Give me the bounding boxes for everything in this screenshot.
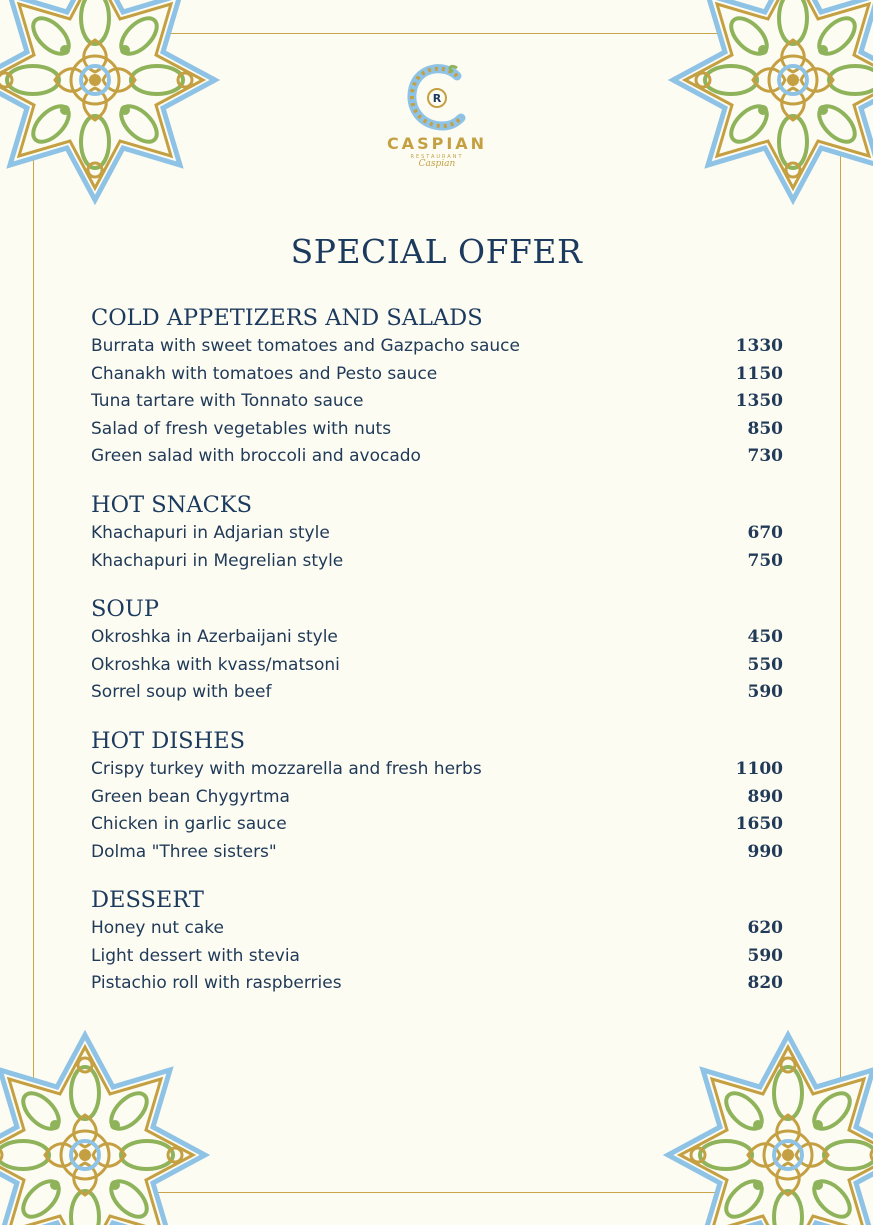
caspian-emblem-icon [405,62,469,132]
item-name: Okroshka with kvass/matsoni [91,654,340,675]
section-title: SOUP [91,596,159,622]
item-name: Khachapuri in Adjarian style [91,523,330,543]
menu-section-cold-appetizers [91,303,783,471]
ornament-bottom-left [0,1030,210,1225]
item-price: 820 [747,973,783,994]
brand-signature: Caspian [418,159,456,169]
menu-section-hot-dishes [91,726,783,866]
item-name: Sorrel soup with beef [91,682,272,703]
item-price: 1330 [735,336,783,356]
item-name: Tuna tartare with Tonnato sauce [91,391,364,412]
item-name: Crispy turkey with mozzarella and fresh herbs [91,759,482,779]
menu-item [91,361,783,389]
item-price: 590 [747,945,783,966]
menu-item [91,443,783,471]
item-price: 990 [747,841,783,862]
restaurant-logo [370,62,504,186]
menu-item [91,784,783,812]
item-name: Honey nut cake [91,918,224,938]
menu-section-soup [91,594,783,707]
section-title: HOT SNACKS [91,492,253,518]
page-title: SPECIAL OFFER [290,232,583,271]
section-title: DESSERT [91,887,204,913]
menu-item [91,679,783,707]
menu-item [91,811,783,839]
logo-letter: R [432,92,442,105]
menu-item [91,333,783,361]
menu-item [91,756,783,784]
menu-section-hot-snacks [91,490,783,575]
item-price: 550 [747,654,783,675]
item-name: Green salad with broccoli and avocado [91,446,421,467]
brand-subtitle: RESTAURANT [410,154,464,160]
menu-item [91,943,783,971]
item-price: 750 [747,550,783,571]
menu-item [91,915,783,943]
item-name: Light dessert with stevia [91,945,300,966]
item-name: Dolma "Three sisters" [91,841,277,862]
item-price: 620 [747,918,783,938]
item-name: Burrata with sweet tomatoes and Gazpacho sauce [91,336,520,356]
brand-name: CASPIAN [386,134,488,153]
section-title: HOT DISHES [91,728,246,754]
item-name: Green bean Chygyrtma [91,786,290,807]
item-name: Chicken in garlic sauce [91,814,287,835]
menu-item [91,520,783,548]
menu-item [91,624,783,652]
ornament-top-left [0,0,220,205]
menu-item [91,652,783,680]
item-price: 850 [747,418,783,439]
menu-item [91,970,783,998]
item-price: 590 [747,682,783,703]
item-price: 670 [747,523,783,543]
menu-item [91,548,783,576]
menu-item [91,416,783,444]
item-price: 1350 [735,391,783,412]
item-name: Salad of fresh vegetables with nuts [91,418,392,439]
item-name: Okroshka in Azerbaijani style [91,627,338,647]
item-name: Chanakh with tomatoes and Pesto sauce [91,363,438,384]
item-name: Khachapuri in Megrelian style [91,550,344,571]
section-title: COLD APPETIZERS AND SALADS [91,305,483,331]
ornament-top-right [668,0,873,205]
item-price: 730 [747,446,783,467]
menu-section-dessert [91,885,783,998]
item-price: 1100 [735,759,783,779]
item-price: 890 [747,786,783,807]
menu-item [91,388,783,416]
menu-item [91,839,783,867]
item-name: Pistachio roll with raspberries [91,973,342,994]
item-price: 1650 [735,814,783,835]
item-price: 450 [747,627,783,647]
ornament-bottom-right [663,1030,873,1225]
item-price: 1150 [735,363,783,384]
